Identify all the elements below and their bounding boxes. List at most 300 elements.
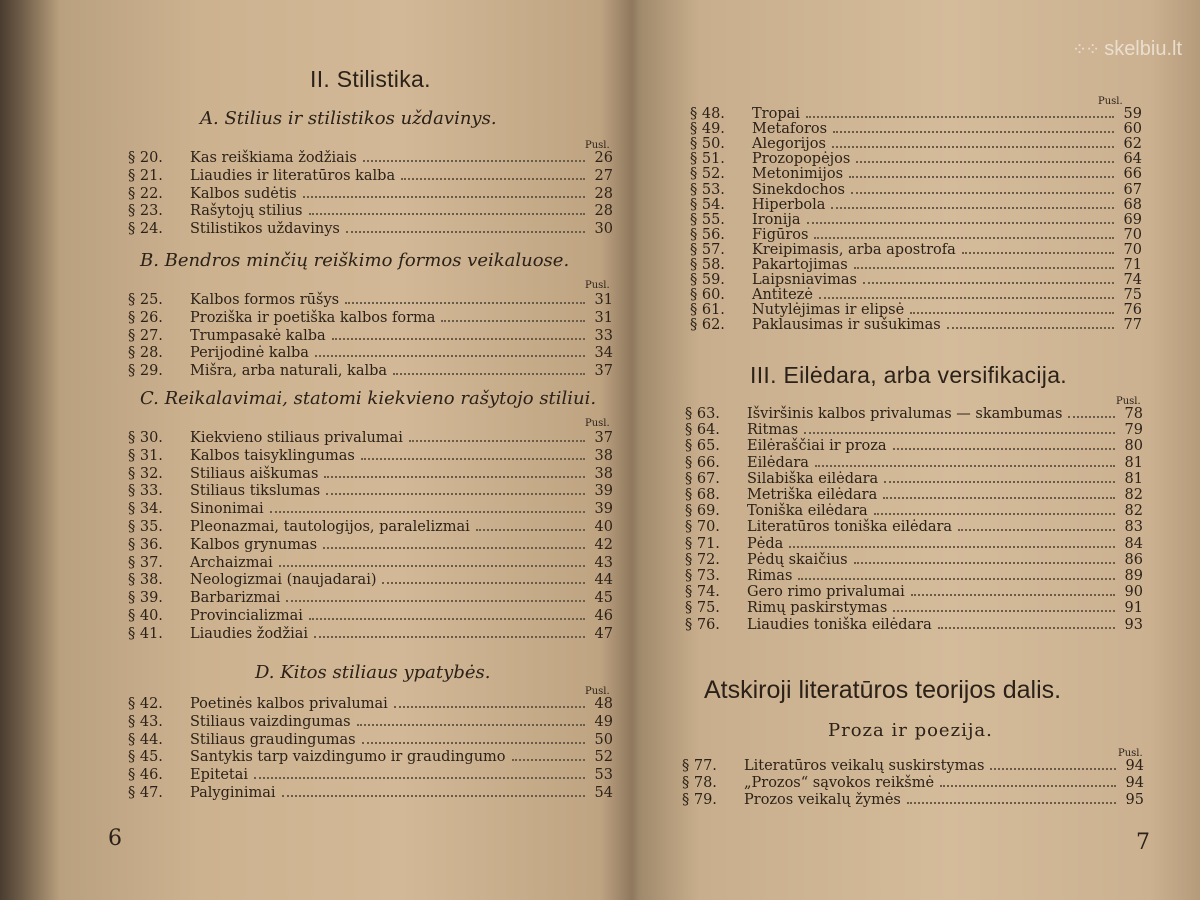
entry-title: Išviršinis kalbos privalumas — skambumas <box>747 406 1063 422</box>
section-number: § 55. <box>690 211 725 228</box>
entry-title: Neologizmai (naujadarai) <box>190 572 377 589</box>
page-ref: 70 <box>1123 241 1142 258</box>
toc-entry <box>690 182 1142 198</box>
page-ref: 27 <box>594 167 613 184</box>
entry-title: Prozopopėjos <box>752 151 851 168</box>
entry-title: Figūros <box>752 226 809 243</box>
dot-leader <box>832 145 1114 148</box>
toc-entry <box>690 212 1142 228</box>
entry-title: Liaudies ir literatūros kalba <box>190 167 396 184</box>
toc-entry <box>685 471 1143 487</box>
toc-entry <box>685 617 1143 633</box>
entry-title: „Prozos“ sąvokos reikšmė <box>744 775 935 791</box>
section-number: § 69. <box>685 503 720 520</box>
section-number: § 27. <box>128 327 163 344</box>
toc-entry <box>128 363 613 379</box>
section-number: § 48. <box>690 106 725 122</box>
section-number: § 28. <box>128 345 163 362</box>
section-number: § 43. <box>128 713 163 730</box>
section-number: § 45. <box>128 749 163 766</box>
dot-leader <box>282 794 585 797</box>
dot-leader <box>476 528 585 531</box>
dot-leader <box>958 528 1115 531</box>
entry-title: Stiliaus aiškumas <box>190 465 319 482</box>
section-number: § 33. <box>128 483 163 500</box>
dot-leader <box>854 561 1115 564</box>
toc-entry <box>685 519 1143 535</box>
section-number: § 54. <box>690 196 725 213</box>
page-ref: 44 <box>594 572 613 589</box>
section-number: § 71. <box>685 535 720 552</box>
page-ref: 28 <box>594 185 613 202</box>
part-title: Atskiroji literatūros teorijos dalis. <box>704 676 1062 704</box>
toc-entry <box>128 483 613 499</box>
page-number: 6 <box>108 826 122 851</box>
dot-leader <box>324 475 585 478</box>
page-ref: 42 <box>594 536 613 553</box>
section-number: § 53. <box>690 181 725 198</box>
toc-entry <box>128 150 613 166</box>
dot-leader <box>874 512 1115 515</box>
page-ref: 37 <box>594 430 613 446</box>
dot-leader <box>357 723 585 726</box>
entry-title: Sinekdochos <box>752 181 845 198</box>
dot-leader <box>804 431 1115 434</box>
section-number: § 21. <box>128 167 163 184</box>
pusl-label: Pusl. <box>585 418 610 429</box>
part-subtitle: Proza ir poezija. <box>828 720 993 741</box>
entry-title: Rašytojų stilius <box>190 203 303 220</box>
section-number: § 38. <box>128 572 163 589</box>
dot-leader <box>940 784 1116 787</box>
toc-entry <box>128 501 613 517</box>
entry-title: Proziška ir poetiška kalbos forma <box>190 309 436 326</box>
section-number: § 79. <box>682 792 717 808</box>
toc-entry <box>685 552 1143 568</box>
section-number: § 47. <box>128 785 163 801</box>
toc-entry <box>690 302 1142 318</box>
toc-entry <box>690 287 1142 303</box>
dot-leader <box>990 767 1116 770</box>
dot-leader <box>286 599 585 602</box>
dot-leader <box>323 546 585 549</box>
entry-title: Toniška eilėdara <box>747 503 868 520</box>
toc-entry <box>128 466 613 482</box>
page-ref: 93 <box>1124 616 1143 633</box>
page-ref: 33 <box>594 327 613 344</box>
page-ref: 86 <box>1124 551 1143 568</box>
toc-entry <box>690 121 1142 137</box>
dot-leader <box>270 510 585 513</box>
section-number: § 75. <box>685 600 720 617</box>
dot-leader <box>362 741 585 744</box>
section-number: § 26. <box>128 309 163 326</box>
section-number: § 78. <box>682 775 717 791</box>
entry-title: Liaudies žodžiai <box>190 625 309 642</box>
dot-leader <box>789 545 1115 548</box>
entry-title: Ritmas <box>747 422 799 439</box>
section-number: § 73. <box>685 568 720 584</box>
page-ref: 50 <box>594 731 613 748</box>
section-heading: C. Reikalavimai, statomi kiekvieno rašytojo stiliui. <box>140 388 597 409</box>
pusl-label: Pusl. <box>585 280 610 291</box>
page-ref: 40 <box>594 519 613 535</box>
entry-title: Silabiška eilėdara <box>747 470 879 487</box>
dot-leader <box>346 230 585 233</box>
entry-title: Hiperbola <box>752 196 826 213</box>
toc-entry <box>682 758 1144 774</box>
entry-title: Eilėraščiai ir proza <box>747 438 887 455</box>
entry-title: Stiliaus tikslumas <box>190 483 321 500</box>
entry-title: Kas reiškiama žodžiais <box>190 150 357 166</box>
section-number: § 50. <box>690 136 725 153</box>
dot-leader <box>401 177 585 180</box>
toc-entry <box>128 186 613 202</box>
section-number: § 58. <box>690 257 725 273</box>
toc-entry <box>685 422 1143 438</box>
page-ref: 81 <box>1124 470 1143 487</box>
entry-title: Metriška eilėdara <box>747 487 878 503</box>
section-number: § 59. <box>690 272 725 289</box>
toc-entry <box>685 503 1143 519</box>
section-number: § 29. <box>128 363 163 380</box>
entry-title: Laipsniavimas <box>752 272 857 289</box>
toc-entry <box>685 406 1143 422</box>
page-ref: 47 <box>594 625 613 642</box>
dot-leader <box>512 758 585 761</box>
entry-title: Barbarizmai <box>190 590 281 607</box>
section-number: § 65. <box>685 438 720 455</box>
entry-title: Pleonazmai, tautologijos, paralelizmai <box>190 519 470 535</box>
page-ref: 43 <box>594 554 613 571</box>
page-ref: 78 <box>1124 406 1143 422</box>
page-ref: 30 <box>594 221 613 238</box>
toc-entry <box>128 448 613 464</box>
section-number: § 35. <box>128 519 163 535</box>
page-ref: 49 <box>594 713 613 730</box>
dot-leader <box>345 301 585 304</box>
section-number: § 67. <box>685 470 720 487</box>
dot-leader <box>807 221 1114 224</box>
dot-leader <box>1068 415 1115 418</box>
toc-entry <box>690 317 1142 333</box>
toc-entry <box>128 732 613 748</box>
toc-entry <box>128 168 613 184</box>
page-ref: 69 <box>1123 211 1142 228</box>
dot-leader <box>863 281 1114 284</box>
toc-entry <box>128 572 613 588</box>
page-ref: 64 <box>1123 151 1142 168</box>
dots-icon: ⁘⁘ <box>1072 39 1099 59</box>
section-number: § 76. <box>685 616 720 633</box>
page-ref: 77 <box>1123 317 1142 334</box>
toc-entry <box>128 590 613 606</box>
toc-entry <box>128 626 613 642</box>
page-ref: 82 <box>1124 503 1143 520</box>
dot-leader <box>910 311 1114 314</box>
page-ref: 68 <box>1123 196 1142 213</box>
entry-title: Metaforos <box>752 121 828 138</box>
page-ref: 45 <box>594 590 613 607</box>
section-number: § 39. <box>128 590 163 607</box>
section-number: § 31. <box>128 447 163 464</box>
toc-entry <box>690 166 1142 182</box>
toc-entry <box>128 555 613 571</box>
dot-leader <box>303 195 585 198</box>
dot-leader <box>393 372 585 375</box>
section-number: § 70. <box>685 519 720 536</box>
page-ref: 70 <box>1123 226 1142 243</box>
toc-entry <box>690 136 1142 152</box>
section-number: § 44. <box>128 731 163 748</box>
section-number: § 62. <box>690 317 725 334</box>
page-ref: 46 <box>594 608 613 624</box>
entry-title: Paklausimas ir sušukimas <box>752 317 941 334</box>
page-ref: 90 <box>1124 584 1143 601</box>
entry-title: Stiliaus vaizdingumas <box>190 713 351 730</box>
section-number: § 25. <box>128 292 163 308</box>
page-ref: 34 <box>594 345 613 362</box>
dot-leader <box>409 439 585 442</box>
section-number: § 30. <box>128 430 163 446</box>
page-ref: 60 <box>1123 121 1142 138</box>
pusl-label: Pusl. <box>585 686 610 697</box>
section-number: § 20. <box>128 150 163 166</box>
page-ref: 80 <box>1124 438 1143 455</box>
entry-title: Ironija <box>752 211 801 228</box>
page-ref: 81 <box>1124 454 1143 471</box>
toc-entry <box>682 775 1144 791</box>
toc-entry <box>690 151 1142 167</box>
dot-leader <box>938 626 1115 629</box>
dot-leader <box>833 130 1114 133</box>
left-page <box>80 0 620 900</box>
pusl-label: Pusl. <box>1116 396 1141 407</box>
section-number: § 63. <box>685 406 720 422</box>
page-ref: 38 <box>594 447 613 464</box>
entry-title: Sinonimai <box>190 501 264 518</box>
entry-title: Stilistikos uždavinys <box>190 221 340 238</box>
dot-leader <box>332 337 585 340</box>
page-ref: 94 <box>1125 758 1144 774</box>
entry-title: Literatūros veikalų suskirstymas <box>744 758 985 774</box>
dot-leader <box>849 175 1114 178</box>
dot-leader <box>854 266 1114 269</box>
section-heading: A. Stilius ir stilistikos uždavinys. <box>200 108 497 129</box>
section-number: § 64. <box>685 422 720 439</box>
section-number: § 57. <box>690 241 725 258</box>
toc-entry <box>685 568 1143 584</box>
toc-entry <box>128 310 613 326</box>
section-number: § 46. <box>128 767 163 784</box>
dot-leader <box>806 115 1114 118</box>
toc-entry <box>685 455 1143 471</box>
section-number: § 51. <box>690 151 725 168</box>
section-number: § 77. <box>682 758 717 774</box>
page-ref: 28 <box>594 203 613 220</box>
dot-leader <box>893 447 1115 450</box>
toc-entry <box>128 519 613 535</box>
page-ref: 94 <box>1125 775 1144 791</box>
toc-entry <box>685 487 1143 503</box>
toc-entry <box>690 197 1142 213</box>
dot-leader <box>814 236 1114 239</box>
part-title: II. Stilistika. <box>310 66 431 92</box>
entry-title: Archaizmai <box>190 554 273 571</box>
entry-title: Kreipimasis, arba apostrofa <box>752 241 956 258</box>
page-ref: 84 <box>1124 535 1143 552</box>
toc-entry <box>128 767 613 783</box>
toc-entry <box>685 584 1143 600</box>
toc-entry <box>690 106 1142 122</box>
entry-title: Tropai <box>752 106 800 122</box>
entry-title: Liaudies toniška eilėdara <box>747 616 932 633</box>
toc-entry <box>690 272 1142 288</box>
toc-entry <box>128 608 613 624</box>
dot-leader <box>911 593 1115 596</box>
toc-entry <box>685 438 1143 454</box>
section-number: § 32. <box>128 465 163 482</box>
toc-entry <box>128 221 613 237</box>
entry-title: Kalbos formos rūšys <box>190 292 340 308</box>
page-ref: 39 <box>594 483 613 500</box>
entry-title: Prozos veikalų žymės <box>744 792 901 808</box>
entry-title: Stiliaus graudingumas <box>190 731 356 748</box>
entry-title: Eilėdara <box>747 454 809 471</box>
entry-title: Gero rimo privalumai <box>747 584 905 601</box>
dot-leader <box>798 577 1115 580</box>
entry-title: Rimų paskirstymas <box>747 600 888 617</box>
page-ref: 74 <box>1123 272 1142 289</box>
toc-entry <box>128 292 613 308</box>
section-number: § 74. <box>685 584 720 601</box>
dot-leader <box>815 464 1115 467</box>
toc-entry <box>682 792 1144 808</box>
dot-leader <box>962 251 1114 254</box>
dot-leader <box>819 296 1114 299</box>
section-number: § 61. <box>690 302 725 319</box>
page-ref: 59 <box>1123 106 1142 122</box>
page-ref: 31 <box>594 309 613 326</box>
toc-entry <box>690 257 1142 273</box>
dot-leader <box>851 191 1114 194</box>
entry-title: Nutylėjimas ir elipsė <box>752 302 905 319</box>
toc-entry <box>128 430 613 446</box>
dot-leader <box>361 457 585 460</box>
entry-title: Poetinės kalbos privalumai <box>190 696 388 712</box>
pusl-label: Pusl. <box>1118 748 1143 759</box>
toc-entry <box>128 328 613 344</box>
page-ref: 48 <box>594 696 613 712</box>
section-number: § 52. <box>690 166 725 183</box>
toc-entry <box>128 696 613 712</box>
dot-leader <box>394 705 585 708</box>
page-ref: 31 <box>594 292 613 308</box>
entry-title: Mišra, arba naturali, kalba <box>190 363 388 380</box>
entry-title: Epitetai <box>190 767 249 784</box>
toc-entry <box>685 600 1143 616</box>
toc-entry <box>128 203 613 219</box>
dot-leader <box>315 354 585 357</box>
toc-entry <box>685 536 1143 552</box>
entry-title: Kalbos grynumas <box>190 536 318 553</box>
dot-leader <box>947 326 1114 329</box>
dot-leader <box>883 496 1115 499</box>
dot-leader <box>363 159 585 162</box>
page-ref: 82 <box>1124 487 1143 503</box>
dot-leader <box>254 776 585 779</box>
section-heading: B. Bendros minčių reiškimo formos veikaluose. <box>140 250 570 271</box>
dot-leader <box>884 480 1115 483</box>
entry-title: Pėda <box>747 535 784 552</box>
toc-entry <box>128 749 613 765</box>
entry-title: Metonimijos <box>752 166 844 183</box>
page-ref: 39 <box>594 501 613 518</box>
entry-title: Pėdų skaičius <box>747 551 848 568</box>
dot-leader <box>907 801 1116 804</box>
section-number: § 36. <box>128 536 163 553</box>
section-number: § 68. <box>685 487 720 503</box>
watermark-text: skelbiu.lt <box>1104 38 1182 60</box>
page-ref: 67 <box>1123 181 1142 198</box>
entry-title: Perijodinė kalba <box>190 345 309 362</box>
pusl-label: Pusl. <box>1098 96 1123 107</box>
dot-leader <box>326 492 585 495</box>
toc-entry <box>690 227 1142 243</box>
part-title: III. Eilėdara, arba versifikacija. <box>750 362 1067 388</box>
section-number: § 37. <box>128 554 163 571</box>
page-ref: 95 <box>1125 792 1144 808</box>
section-number: § 60. <box>690 287 725 304</box>
page-ref: 37 <box>594 363 613 380</box>
toc-entry <box>690 242 1142 258</box>
page-ref: 89 <box>1124 568 1143 584</box>
dot-leader <box>382 581 585 584</box>
page-ref: 71 <box>1123 257 1142 273</box>
toc-entry <box>128 537 613 553</box>
entry-title: Palyginimai <box>190 785 276 801</box>
page-ref: 38 <box>594 465 613 482</box>
page-ref: 75 <box>1123 287 1142 304</box>
page-ref: 53 <box>594 767 613 784</box>
page-ref: 66 <box>1123 166 1142 183</box>
section-number: § 23. <box>128 203 163 220</box>
entry-title: Antitezė <box>752 287 813 304</box>
dot-leader <box>831 206 1114 209</box>
entry-title: Alegorijos <box>752 136 826 153</box>
toc-entry <box>128 714 613 730</box>
section-number: § 24. <box>128 221 163 238</box>
section-heading: D. Kitos stiliaus ypatybės. <box>255 662 491 683</box>
dot-leader <box>441 319 585 322</box>
pusl-label: Pusl. <box>585 140 610 151</box>
section-number: § 56. <box>690 226 725 243</box>
page-ref: 54 <box>594 785 613 801</box>
dot-leader <box>279 564 585 567</box>
page-ref: 76 <box>1123 302 1142 319</box>
section-number: § 34. <box>128 501 163 518</box>
dot-leader <box>893 609 1115 612</box>
entry-title: Pakartojimas <box>752 257 848 273</box>
entry-title: Provincializmai <box>190 608 303 624</box>
entry-title: Literatūros toniška eilėdara <box>747 519 953 536</box>
entry-title: Santykis tarp vaizdingumo ir graudingumo <box>190 749 506 766</box>
page-ref: 26 <box>594 150 613 166</box>
section-number: § 41. <box>128 625 163 642</box>
dot-leader <box>856 160 1114 163</box>
page-ref: 62 <box>1123 136 1142 153</box>
dot-leader <box>314 635 585 638</box>
